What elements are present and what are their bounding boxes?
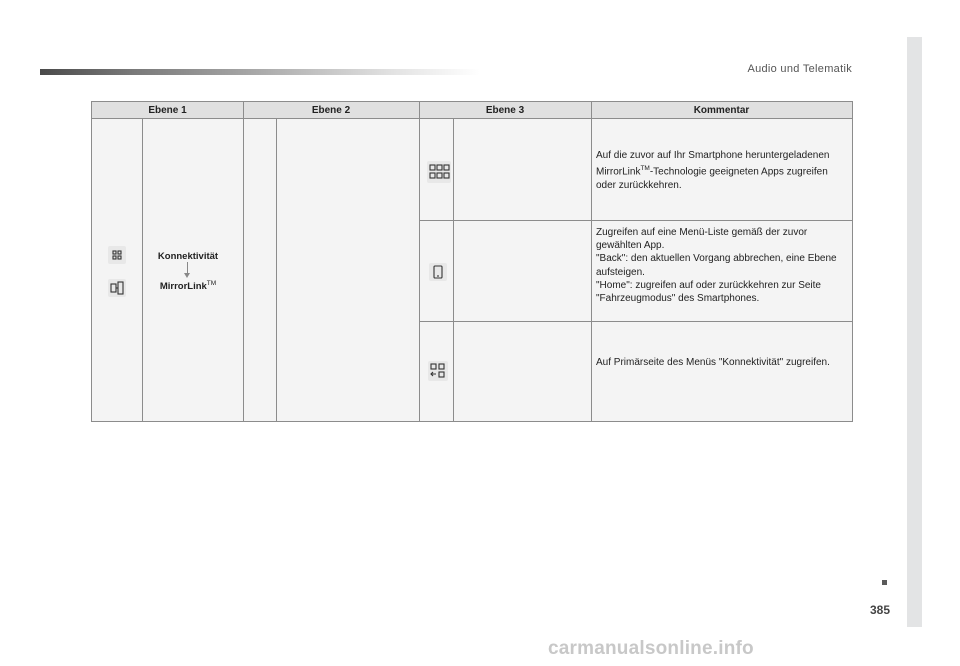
divider [419, 321, 852, 322]
column-header-level1: Ebene 1 [92, 102, 243, 119]
divider [453, 119, 454, 421]
column-header-comment: Kommentar [591, 102, 852, 119]
divider [419, 102, 420, 421]
divider [419, 220, 852, 221]
comment-row-2: Zugreifen auf eine Menü-Liste gemäß der zuvor gewählten App. "Back": den aktuellen Vorgang abbrechen, eine Ebene aufsteigen. "Home": zugreifen auf oder zurückkehren zur Seite "Fahrzeugmodus" des Smartphones. [596, 227, 837, 305]
section-title: Audio und Telematik [747, 63, 852, 75]
connectivity-back-icon [428, 361, 448, 381]
smartphone-icon [429, 263, 447, 281]
app-grid-icon [427, 161, 451, 183]
header-gradient-bar [40, 69, 480, 75]
level1-mirrorlink-label: MirrorLink™ [159, 280, 217, 293]
page-marker [882, 580, 887, 585]
comment-row-3: Auf Primärseite des Menüs "Konnektivität" zugreifen. [596, 357, 830, 368]
divider [276, 119, 277, 421]
watermark-text: carmanualsonline.info [548, 638, 754, 659]
menu-table [91, 101, 853, 422]
mirrorlink-icon [108, 279, 126, 297]
side-strip [907, 37, 922, 627]
column-header-level2: Ebene 2 [243, 102, 419, 119]
divider [591, 102, 592, 421]
arrow-head [184, 273, 190, 278]
comment-row-1: Auf die zuvor auf Ihr Smartphone heruntergeladenen MirrorLink™-Technologie geeigneten Apps zugreifen oder zurückkehren. [596, 150, 830, 191]
divider [142, 119, 143, 421]
divider [243, 102, 244, 421]
page-number: 385 [870, 603, 891, 617]
column-header-level3: Ebene 3 [419, 102, 591, 119]
level1-connectivity-label: Konnektivität [157, 251, 219, 262]
connectivity-icon [108, 246, 126, 264]
